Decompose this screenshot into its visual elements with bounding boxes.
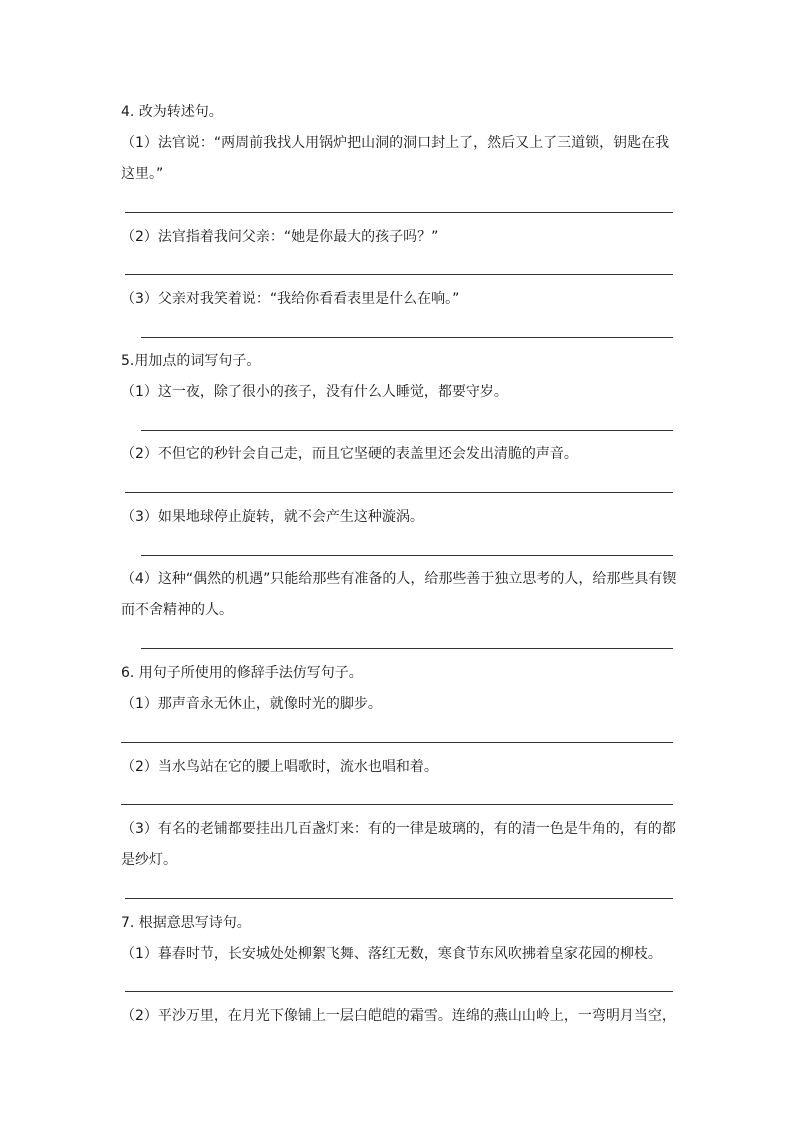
question-4-title: 4. 改为转述句。: [121, 104, 223, 120]
question-5-item-4: （4）这种“偶然的机遇”只能给那些有准备的人，给那些善于独立思考的人，给那些具有锲而不舍精神的人。: [121, 571, 677, 618]
question-6-item-3: （3）有名的老铺都要挂出几百盏灯来：有的一律是玻璃的，有的清一色是牛角的，有的都是纱灯。: [121, 821, 676, 868]
answer-line[interactable]: [125, 991, 673, 992]
question-5-item-1: （1）这一夜，除了很小的孩子，没有什么人睡觉，都要守岁。: [121, 384, 508, 400]
question-6-item-2: （2）当水鸟站在它的腰上唱歌时，流水也唱和着。: [121, 759, 438, 775]
question-7-item-2: （2）平沙万里，在月光下像铺上一层白皑皑的霜雪。连绵的燕山山岭上，一弯明月当空，: [121, 1008, 676, 1024]
question-6-item-1: （1）那声音永无休止，就像时光的脚步。: [121, 696, 382, 712]
question-7-title: 7. 根据意思写诗句。: [121, 915, 251, 931]
answer-line[interactable]: [125, 898, 673, 899]
answer-line[interactable]: [141, 648, 673, 649]
answer-line[interactable]: [141, 337, 673, 338]
question-5-item-2: （2）不但它的秒针会自己走，而且它坚硬的表盖里还会发出清脆的声音。: [121, 446, 578, 462]
question-5-title: 5.用加点的词写句子。: [121, 353, 261, 369]
answer-line[interactable]: [121, 742, 673, 743]
question-4-item-3: （3）父亲对我笑着说：“我给你看看表里是什么在响。”: [121, 291, 460, 307]
answer-line[interactable]: [125, 274, 673, 275]
question-4-item-1: （1）法官说：“两周前我找人用锅炉把山洞的洞口封上了，然后又上了三道锁，钥匙在我这里。”: [121, 135, 670, 182]
answer-line[interactable]: [121, 804, 673, 805]
answer-line[interactable]: [125, 212, 673, 213]
answer-line[interactable]: [141, 430, 673, 431]
question-6-title: 6. 用句子所使用的修辞手法仿写句子。: [121, 665, 363, 681]
answer-line[interactable]: [141, 555, 673, 556]
question-7-item-1: （1）暮春时节，长安城处处柳絮飞舞、落红无数，寒食节东风吹拂着皇家花园的柳枝。: [121, 946, 662, 962]
question-4-item-2: （2）法官指着我问父亲：“她是你最大的孩子吗？”: [121, 229, 439, 245]
answer-line[interactable]: [125, 492, 673, 493]
question-5-item-3: （3）如果地球停止旋转，就不会产生这种漩涡。: [121, 509, 424, 525]
